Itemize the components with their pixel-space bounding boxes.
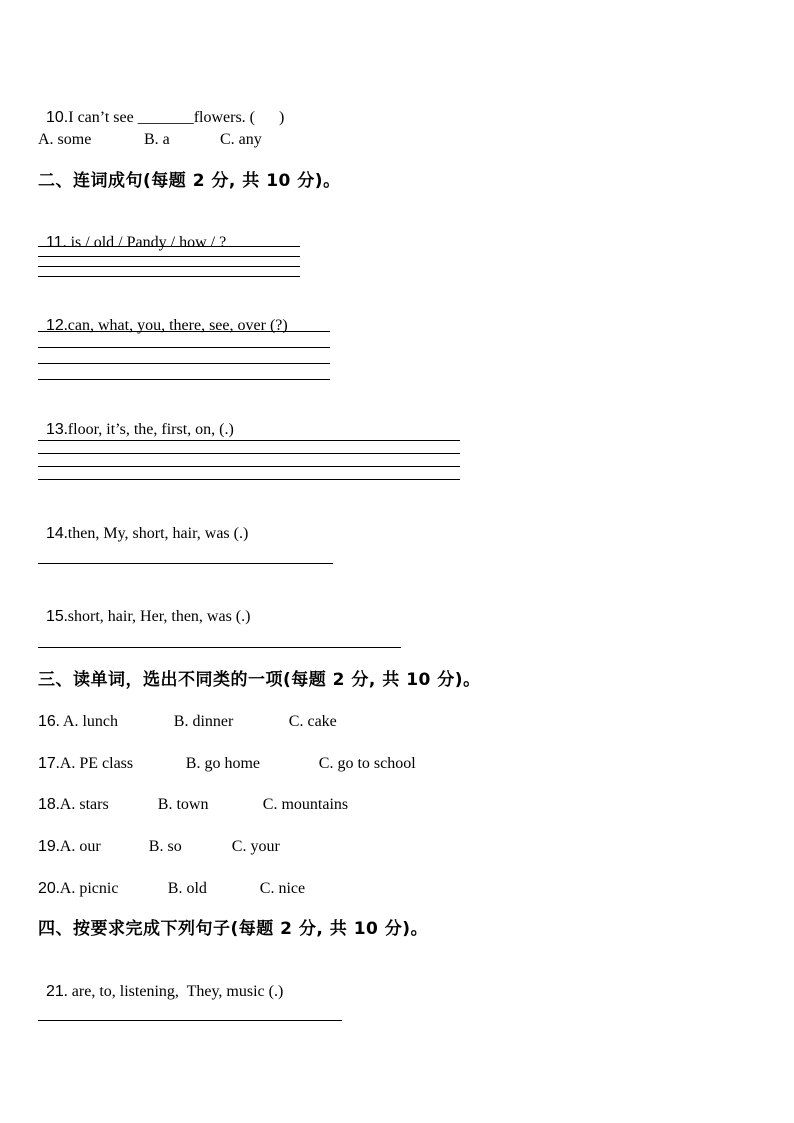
question-text: .can, what, you, there, see, over (?) xyxy=(63,317,288,334)
answer-line[interactable] xyxy=(38,453,460,454)
question-21 xyxy=(38,962,283,1002)
question-number: 12 xyxy=(46,317,64,334)
question-text: .then, My, short, hair, was (.) xyxy=(63,525,249,542)
option-c: C. any xyxy=(220,131,262,148)
question-text: .floor, it’s, the, first, on, (.) xyxy=(63,421,234,438)
answer-line[interactable] xyxy=(38,479,460,480)
option-a: . A. lunch xyxy=(55,713,119,730)
answer-line[interactable] xyxy=(38,256,300,257)
answer-line[interactable] xyxy=(38,440,460,441)
answer-line[interactable] xyxy=(38,563,333,564)
option-c: C. mountains xyxy=(262,796,349,813)
section-heading-3: 三、读单词，选出不同类的一项(每题 2 分, 共 10 分)。 xyxy=(38,670,481,690)
option-b: B. go home xyxy=(185,755,261,772)
answer-line[interactable] xyxy=(38,363,330,364)
question-text: . is / old / Pandy / how / ? xyxy=(62,234,227,251)
question-number: 15 xyxy=(46,608,64,625)
answer-line[interactable] xyxy=(38,347,330,348)
option-a: .A. PE class xyxy=(55,755,134,772)
question-16 xyxy=(38,712,337,732)
question-17 xyxy=(38,754,416,774)
question-13 xyxy=(38,400,234,440)
option-b: B. a xyxy=(144,131,170,148)
option-c: C. cake xyxy=(288,713,337,730)
question-11 xyxy=(38,213,226,253)
question-number: 13 xyxy=(46,421,64,438)
option-a: .A. stars xyxy=(55,796,109,813)
question-text: .short, hair, Her, then, was (.) xyxy=(63,608,251,625)
question-19 xyxy=(38,837,280,857)
question-10-options xyxy=(38,130,262,150)
question-number: 18 xyxy=(38,796,56,813)
section-heading-4: 四、按要求完成下列句子(每题 2 分, 共 10 分)。 xyxy=(38,919,429,939)
option-c: C. your xyxy=(231,838,280,855)
question-number: 14 xyxy=(46,525,64,542)
option-c: C. nice xyxy=(259,880,306,897)
answer-line[interactable] xyxy=(38,379,330,380)
question-number: 21 xyxy=(46,983,64,1000)
answer-line[interactable] xyxy=(38,276,300,277)
option-b: B. old xyxy=(167,880,207,897)
answer-line[interactable] xyxy=(38,266,300,267)
answer-line[interactable] xyxy=(38,246,300,247)
question-15 xyxy=(38,587,250,627)
question-20 xyxy=(38,879,305,899)
section-heading-2: 二、连词成句(每题 2 分, 共 10 分)。 xyxy=(38,171,341,191)
option-b: B. so xyxy=(148,838,182,855)
option-a: A. some xyxy=(38,131,92,148)
option-b: B. town xyxy=(157,796,209,813)
question-text: . are, to, listening, They, music (.) xyxy=(63,983,284,1000)
question-10 xyxy=(38,88,284,128)
question-number: 11 xyxy=(46,234,63,251)
question-12 xyxy=(38,296,288,336)
question-text: I can’t see _______flowers. ( ) xyxy=(68,109,285,126)
question-18 xyxy=(38,795,348,815)
question-14 xyxy=(38,504,248,544)
question-number: 10. xyxy=(46,109,69,126)
answer-line[interactable] xyxy=(38,1020,342,1021)
option-c: C. go to school xyxy=(318,755,416,772)
question-number: 17 xyxy=(38,755,56,772)
answer-line[interactable] xyxy=(38,647,401,648)
option-a: .A. picnic xyxy=(55,880,119,897)
question-number: 20 xyxy=(38,880,56,897)
option-b: B. dinner xyxy=(173,713,234,730)
question-number: 16 xyxy=(38,713,56,730)
answer-line[interactable] xyxy=(38,466,460,467)
answer-line[interactable] xyxy=(38,331,330,332)
question-number: 19 xyxy=(38,838,56,855)
option-a: .A. our xyxy=(55,838,101,855)
